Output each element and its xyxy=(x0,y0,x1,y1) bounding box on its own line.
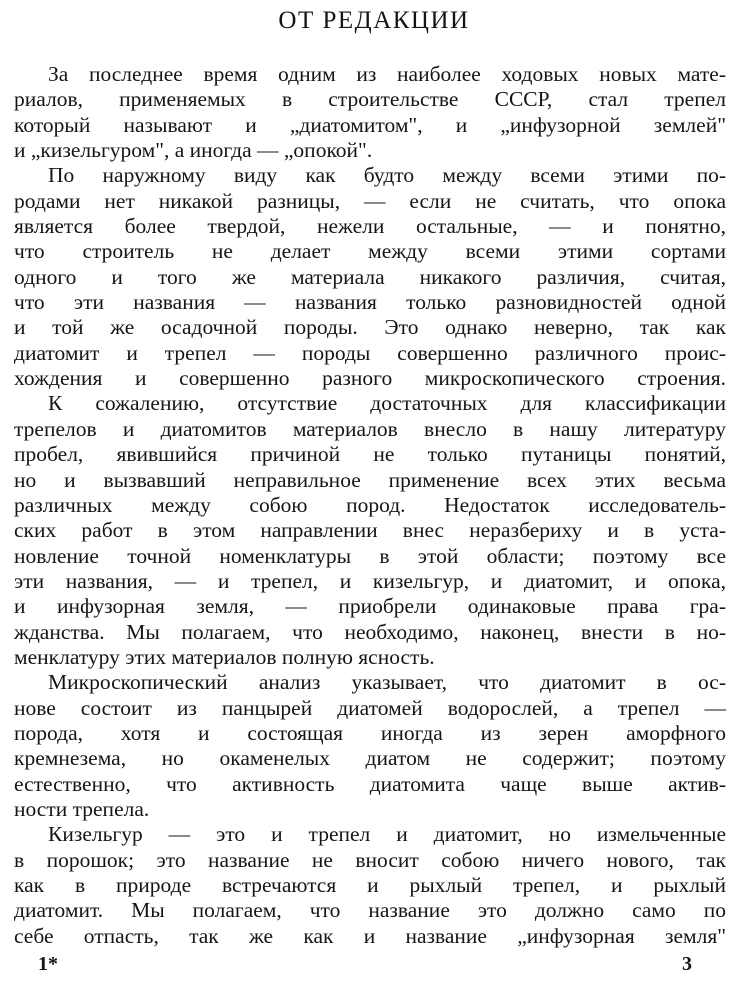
signature-mark: 1* xyxy=(38,953,58,975)
text-line: Микроскопический анализ указывает, что диатомит в ос- xyxy=(48,670,726,695)
text-line: кремнезема, но окаменелых диатом не содержит; поэтому xyxy=(14,746,726,771)
text-line: За последнее время одним из наиболее ходовых новых мате- xyxy=(48,62,726,86)
text-line: менклатуру этих материалов полную ясность. xyxy=(14,644,435,669)
paragraph-5 xyxy=(14,822,726,949)
text-line: Кизельгур — это и трепел и диатомит, но измельченные xyxy=(48,822,726,847)
paragraph-2 xyxy=(14,163,726,391)
text-line: является более твердой, нежели остальные, — и понятно, xyxy=(14,214,726,239)
text-line: но и вызвавший неправильное применение всех этих весьма xyxy=(14,467,726,492)
text-line: и „кизельгуром", а иногда — „опокой". xyxy=(14,138,373,163)
text-line: К сожалению, отсутствие достаточных для классификации xyxy=(48,391,726,416)
text-line: порода, хотя и состоящая иногда из зерен аморфного xyxy=(14,720,726,745)
text-line: пробел, явившийся причиной не только путаницы понятий, xyxy=(14,442,726,467)
text-line: эти названия, — и трепел, и кизельгур, и диатомит, и опока, xyxy=(14,568,726,593)
page-title: ОТ РЕДАКЦИИ xyxy=(278,7,470,34)
text-line: что эти названия — названия только разновидностей одной xyxy=(14,290,726,315)
text-line: в порошок; это название не вносит собою ничего нового, так xyxy=(14,847,726,872)
text-line: нове состоит из панцырей диатомей водорослей, а трепел — xyxy=(14,695,726,720)
text-line: ности трепела. xyxy=(14,796,150,821)
text-line: новление точной номенклатуры в этой области; поэтому все xyxy=(14,543,726,568)
text-line: трепелов и диатомитов материалов внесло в нашу литературу xyxy=(14,416,726,441)
text-line: себе отпасть, так же как и название „инфузорная земля" xyxy=(14,923,726,948)
text-line: риалов, применяемых в строительстве СССР, стал трепел xyxy=(14,87,726,112)
text-line: диатомит. Мы полагаем, что название это должно само по xyxy=(14,898,726,923)
text-line: диатомит и трепел — породы совершенно различного проис- xyxy=(14,340,726,365)
text-line: жданства. Мы полагаем, что необходимо, наконец, внести в но- xyxy=(14,619,726,644)
text-line: различных между собою пород. Недостаток исследователь- xyxy=(14,492,726,517)
text-line: который называют и „диатомитом", и „инфузорной землей" xyxy=(14,112,726,137)
text-line: естественно, что активность диатомита чаще выше актив- xyxy=(14,771,726,796)
text-line: родами нет никакой разницы, — если не считать, что опока xyxy=(14,188,726,213)
text-line: и той же осадочной породы. Это однако неверно, так как xyxy=(14,315,726,340)
page-number: 3 xyxy=(682,953,692,975)
text-line: ских работ в этом направлении внес неразбериху и в уста- xyxy=(14,518,726,543)
paragraph-1 xyxy=(14,62,726,163)
body-text xyxy=(14,62,726,949)
text-line: как в природе встречаются и рыхлый трепел, и рыхлый xyxy=(14,873,726,897)
text-line: и инфузорная земля, — приобрели одинаковые права гра- xyxy=(14,594,726,619)
text-line: По наружному виду как будто между всеми этими по- xyxy=(48,163,726,188)
text-line: хождения и совершенно разного микроскопического строения. xyxy=(14,366,726,391)
text-line: одного и того же материала никакого различия, считая, xyxy=(14,264,726,289)
paragraph-4 xyxy=(14,670,726,822)
text-line: что строитель не делает между всеми этими сортами xyxy=(14,239,726,264)
paragraph-3 xyxy=(14,391,726,670)
